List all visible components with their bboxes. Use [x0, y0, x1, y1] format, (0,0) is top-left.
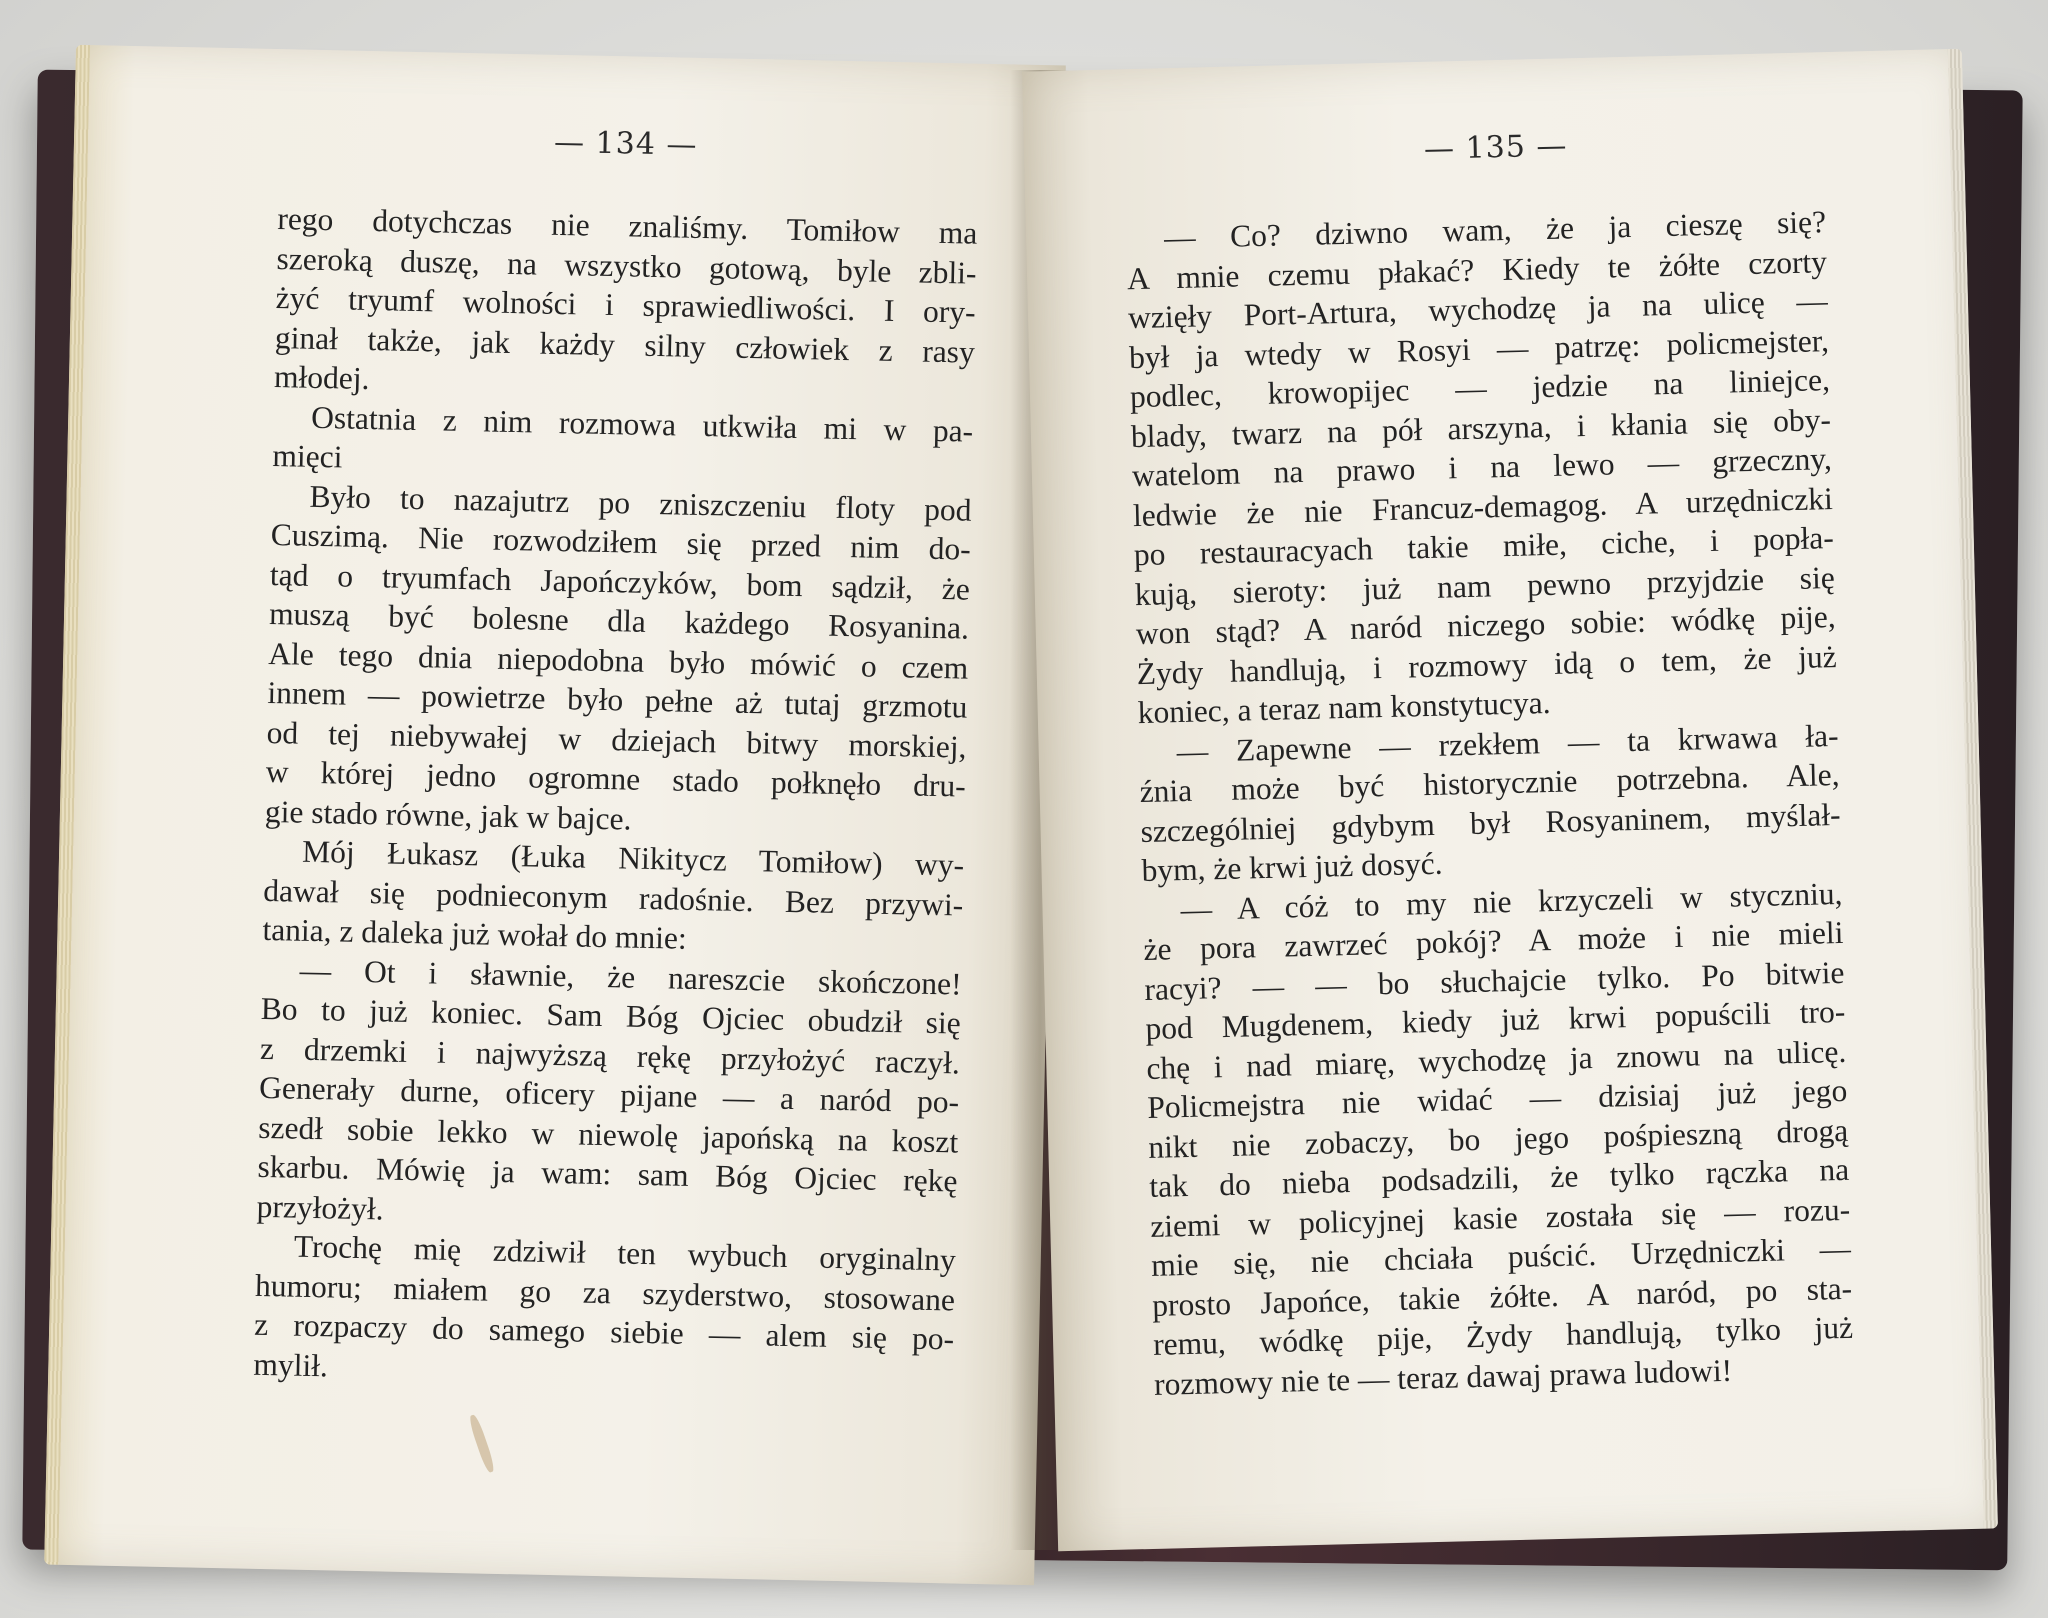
text-line: innem — powietrze było pełne aż tutaj grzmotu: [267, 674, 968, 725]
text-line: Mój Łukasz (Łuka Nikitycz Tomiłow) wy-: [301, 833, 965, 883]
text-line: po restauracyach takie miłe, ciche, i popła-: [1133, 520, 1835, 573]
text-line: koniec, a teraz nam konstytucya.: [1137, 684, 1551, 731]
text-line: chę i nad miarę, wychodzę ja znowu na ulicę.: [1146, 1033, 1847, 1086]
text-line: rego dotychczas nie znaliśmy. Tomiłow ma: [277, 201, 978, 251]
text-line: z drzemki i najwyższą rękę przyłożyć raczył.: [259, 1030, 961, 1081]
text-line: kują, sieroty: już nam pewno przyjdzie się: [1134, 559, 1836, 612]
text-line: ginał także, jak każdy silny człowiek z rasy: [274, 319, 976, 370]
text-line: był ja wtedy w Rosyi — patrzę: policmejster,: [1128, 322, 1830, 375]
text-line: mięci: [272, 438, 343, 475]
text-line: żyć tryumf wolności i sprawiedliwości. I ory-: [275, 280, 976, 330]
text-line: ledwie że nie Francuz-demagog. A urzędniczki: [1132, 480, 1834, 533]
text-line: — Zapewne — rzekłem — ta krwawa ła-: [1176, 717, 1839, 769]
text-line: racyi? — — bo słuchajcie tylko. Po bitwie: [1144, 954, 1845, 1007]
text-line: Policmejstra nie widać — dzisiaj już jego: [1146, 1072, 1848, 1125]
text-line: — Co? dziwno wam, że ja cieszę się?: [1163, 204, 1827, 256]
text-line: ziemi w policyjnej kasie została się — rozu-: [1149, 1191, 1851, 1244]
text-line: skarbu. Mówię ja wam: sam Bóg Ojciec rękę: [257, 1148, 958, 1199]
text-line: won stąd? A naród niczego sobie: wódkę pije,: [1135, 598, 1837, 652]
text-line: tak do nieba podsadzili, że tylko rączka na: [1148, 1151, 1850, 1204]
text-line: tania, z daleka już wołał do mnie:: [262, 911, 688, 956]
right-page-text: [1126, 202, 1855, 1404]
text-line: humoru; miałem go za szyderstwo, stosowane: [254, 1267, 956, 1317]
text-line: A mnie czemu płakać? Kiedy te żółte czorty: [1126, 243, 1828, 296]
left-page-text: [253, 199, 978, 1398]
text-line: rozmowy nie te — teraz dawaj prawa ludowi!: [1153, 1352, 1733, 1402]
left-page: [44, 45, 1066, 1585]
text-line: pod Mugdenem, kiedy już krwi popuścili tro-: [1145, 993, 1846, 1046]
text-line: watelom na prawo i na lewo — grzeczny,: [1131, 441, 1833, 494]
text-line: mie się, nie chciała puścić. Urzędniczki —: [1150, 1230, 1852, 1283]
right-page-number: — 135 —: [1423, 128, 1568, 167]
text-line: dawał się podnieconym radośnie. Bez przywi-: [263, 872, 964, 923]
text-line: — Ot i sławnie, że nareszcie skończone!: [299, 952, 962, 1002]
left-page-number: — 134 —: [553, 124, 698, 163]
text-line: nikt nie zobaczy, bo jego pośpieszną drogą: [1147, 1112, 1849, 1165]
text-line: w której jedno ogromne stado połknęło dru-: [265, 753, 967, 804]
text-line: że pora zawrzeć pokój? A może i nie mieli: [1143, 914, 1844, 967]
text-line: Bo to już koniec. Sam Bóg Ojciec obudził się: [260, 990, 962, 1041]
paper-stain: [467, 1414, 496, 1474]
text-line: tąd o tryumfach Japończyków, bom sądził, że: [269, 556, 971, 607]
text-line: gie stado równe, jak w bajce.: [264, 793, 632, 837]
text-line: wzięły Port-Artura, wychodzę ja na ulicę —: [1127, 283, 1829, 336]
text-line: przyłożył.: [256, 1188, 384, 1226]
text-line: źnia może być historycznie potrzebna. Ale,: [1139, 756, 1840, 810]
text-line: Żydy handlują, i rozmowy idą o tem, że już: [1136, 638, 1838, 691]
text-line: remu, wódkę pije, Żydy handlują, tylko już: [1152, 1309, 1854, 1362]
text-line: od tej niebywałej w dziejach bitwy morskiej,: [266, 714, 967, 765]
right-page: [1022, 49, 1998, 1552]
text-line: młodej.: [273, 359, 370, 397]
text-line: z rozpaczy do samego siebie — alem się po-: [253, 1306, 955, 1357]
text-line: muszą być bolesne dla każdego Rosyanina.: [268, 595, 970, 646]
text-line: prosto Japońce, takie żółte. A naród, po sta-: [1151, 1270, 1853, 1323]
text-line: szczególniej gdybym był Rosyaninem, myślał-: [1140, 796, 1841, 849]
text-line: podlec, krowopijec — jedzie na liniejce,: [1129, 362, 1831, 415]
text-line: Trochę mię zdziwił ten wybuch oryginalny: [293, 1228, 957, 1278]
text-line: — A cóż to my nie krzyczeli w styczniu,: [1180, 875, 1843, 927]
text-line: mylił.: [253, 1346, 329, 1383]
text-line: Cuszimą. Nie rozwodziłem się przed nim do-: [270, 516, 972, 567]
text-line: Generały durne, oficery pijane — a naród po-: [258, 1069, 960, 1120]
text-line: Było to nazajutrz po zniszczeniu floty pod: [309, 478, 972, 528]
text-line: Ostatnia z nim rozmowa utkwiła mi w pa-: [310, 399, 974, 449]
text-line: szedł sobie lekko w niewolę japońską na koszt: [258, 1109, 959, 1160]
text-line: bym, że krwi już dosyć.: [1141, 845, 1443, 889]
text-line: blady, twarz na pół arszyna, i kłania się oby-: [1130, 401, 1832, 454]
text-line: szeroką duszę, na wszystko gotową, byle zbli-: [276, 240, 977, 291]
text-line: Ale tego dnia niepodobna było mówić o czem: [267, 635, 969, 686]
